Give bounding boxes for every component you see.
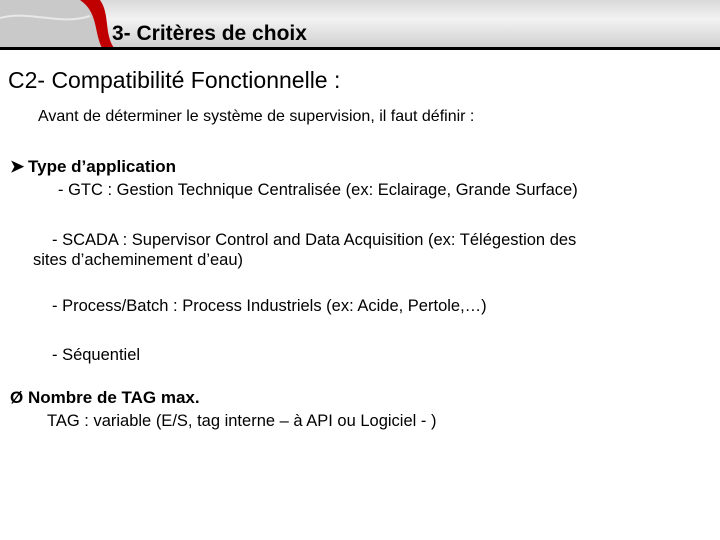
list-item-tag: TAG : variable (E/S, tag interne – à API ou Logiciel - ) xyxy=(47,412,437,430)
intro-text: Avant de déterminer le système de supervision, il faut définir : xyxy=(38,108,475,125)
header-divider xyxy=(0,47,720,50)
list-item-scada-cont: sites d’acheminement d’eau) xyxy=(33,251,244,269)
slide-title: C2- Compatibilité Fonctionnelle : xyxy=(8,67,341,93)
bullet-nombre-tag xyxy=(10,388,200,408)
list-item-scada: - SCADA : Supervisor Control and Data Acquisition (ex: Télégestion des xyxy=(52,231,577,249)
bullet-heading: Type d’application xyxy=(28,157,176,176)
list-item-gtc: - GTC : Gestion Technique Centralisée (ex: Eclairage, Grande Surface) xyxy=(58,181,578,199)
arrow-bullet-icon: ➤ xyxy=(10,157,25,176)
bullet-heading: Nombre de TAG max. xyxy=(28,388,200,407)
list-item-process: - Process/Batch : Process Industriels (ex: Acide, Pertole,…) xyxy=(52,297,487,315)
arrow-bullet-icon: Ø xyxy=(10,388,24,407)
header-decoration xyxy=(0,0,720,48)
header-band xyxy=(0,0,720,48)
list-item-sequentiel: - Séquentiel xyxy=(52,346,141,364)
bullet-type-application xyxy=(10,157,176,177)
section-title: 3- Critères de choix xyxy=(112,22,307,45)
